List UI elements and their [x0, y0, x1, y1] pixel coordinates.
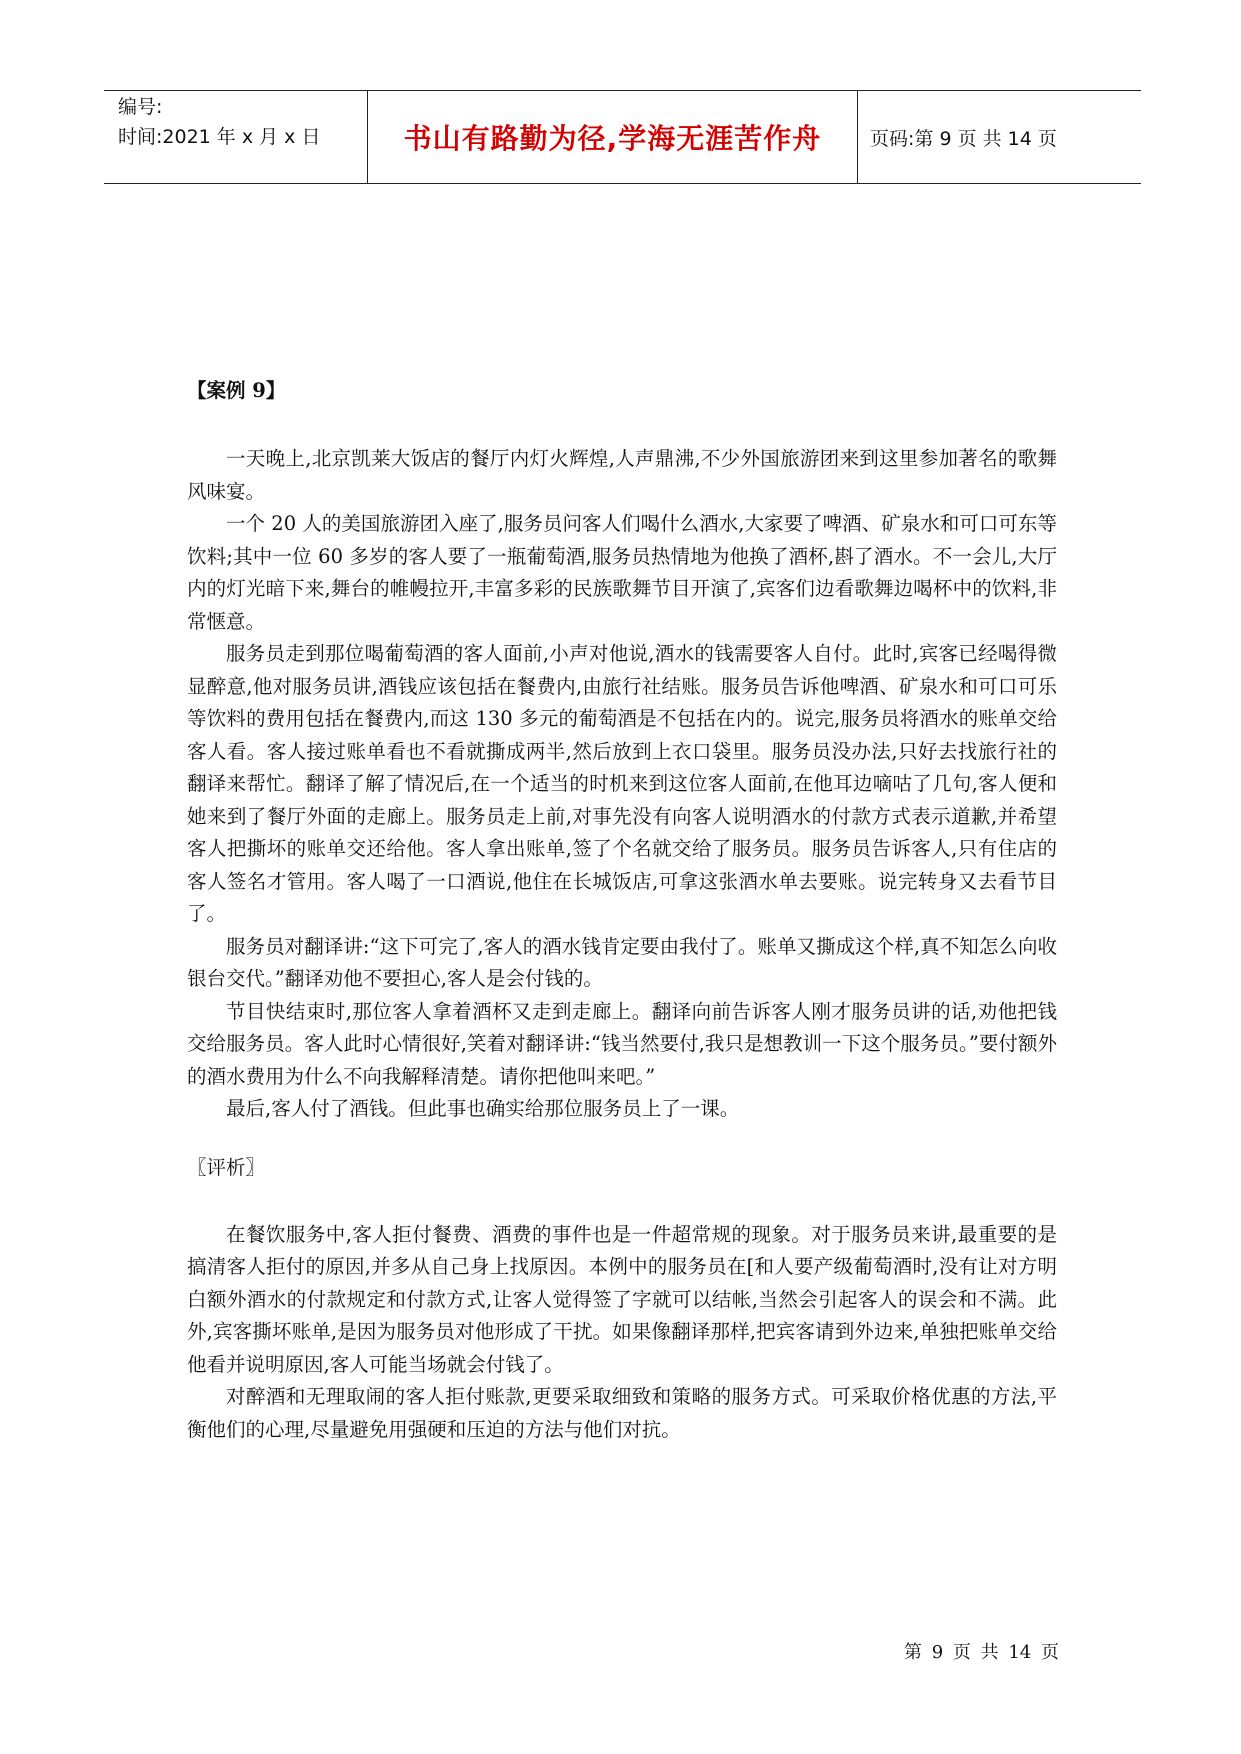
- case-paragraph: 最后,客人付了酒钱。但此事也确实给那位服务员上了一课。: [226, 1097, 740, 1120]
- case-paragraph: 一个 20 人的美国旅游团入座了,服务员问客人们喝什么酒水,大家要了啤酒、矿泉水和可口可东等饮料;其中一位 60 多岁的客人要了一瓶葡萄酒,服务员热情地为他换了酒杯,斟了酒水。不一会儿,大厅内的灯光暗下来,舞台的帷幔拉开,丰富多彩的民族歌舞节目开演了,宾客们边看歌舞边喝杯中的饮料,非常惬意。: [187, 512, 1057, 633]
- document-time-label: 时间:2021 年 x 月 x 日: [118, 126, 321, 148]
- case-paragraph: 服务员走到那位喝葡萄酒的客人面前,小声对他说,酒水的钱需要客人自付。此时,宾客已经喝得微显醉意,他对服务员讲,酒钱应该包括在餐费内,由旅行社结账。服务员告诉他啤酒、矿泉水和可口可乐等饮料的费用包括在餐费内,而这 130 多元的葡萄酒是不包括在内的。说完,服务员将酒水的账单交给客人看。客人接过账单看也不看就撕成两半,然后放到上衣口袋里。服务员没办法,只好去找旅行社的翻译来帮忙。翻译了解了情况后,在一个适当的时机来到这位客人面前,在他耳边嘀咕了几句,客人便和她来到了餐厅外面的走廊上。服务员走上前,对事先没有向客人说明酒水的付款方式表示道歉,并希望客人把撕坏的账单交还给他。客人拿出账单,签了个名就交给了服务员。服务员告诉客人,只有住店的客人签名才管用。客人喝了一口酒说,他住在长城饭店,可拿这张酒水单去要账。说完转身又去看节目了。: [187, 642, 1057, 925]
- header-meta: [104, 91, 368, 183]
- analysis-paragraph: 对醉酒和无理取闹的客人拒付账款,更要采取细致和策略的服务方式。可采取价格优惠的方法,平衡他们的心理,尽量避免用强硬和压迫的方法与他们对抗。: [187, 1385, 1057, 1441]
- case-title: 【案例 9】: [187, 379, 286, 402]
- footer-page-number: 第 9 页 共 14 页: [904, 1642, 1059, 1663]
- header-motto: 书山有路勤为径,学海无涯苦作舟: [368, 91, 858, 183]
- case-paragraph: 节目快结束时,那位客人拿着酒杯又走到走廊上。翻译向前告诉客人刚才服务员讲的话,劝他把钱交给服务员。客人此时心情很好,笑着对翻译讲:“钱当然要付,我只是想教训一下这个服务员。”要付额外的酒水费用为什么不向我解释清楚。请你把他叫来吧。”: [187, 999, 1057, 1088]
- analysis-title: 〖评析〗: [187, 1155, 266, 1179]
- document-number-label: 编号:: [118, 96, 163, 118]
- header-page-number: 页码:第 9 页 共 14 页: [870, 127, 1057, 150]
- case-paragraph: 服务员对翻译讲:“这下可完了,客人的酒水钱肯定要由我付了。账单又撕成这个样,真不知怎么向收银台交代。”翻译劝他不要担心,客人是会付钱的。: [187, 934, 1057, 990]
- case-paragraph: 一天晚上,北京凯莱大饭店的餐厅内灯火辉煌,人声鼎沸,不少外国旅游团来到这里参加著名的歌舞风味宴。: [187, 447, 1057, 503]
- document-body: [187, 375, 1057, 1446]
- analysis-paragraph: 在餐饮服务中,客人拒付餐费、酒费的事件也是一件超常规的现象。对于服务员来讲,最重要的是搞清客人拒付的原因,并多从自己身上找原因。本例中的服务员在[和人要产级葡萄酒时,没有让对方明白额外酒水的付款规定和付款方式,让客人觉得签了字就可以结帐,当然会引起客人的误会和不满。此外,宾客撕坏账单,是因为服务员对他形成了干扰。如果像翻译那样,把宾客请到外边来,单独把账单交给他看并说明原因,客人可能当场就会付钱了。: [187, 1222, 1057, 1376]
- document-header: [104, 90, 1141, 184]
